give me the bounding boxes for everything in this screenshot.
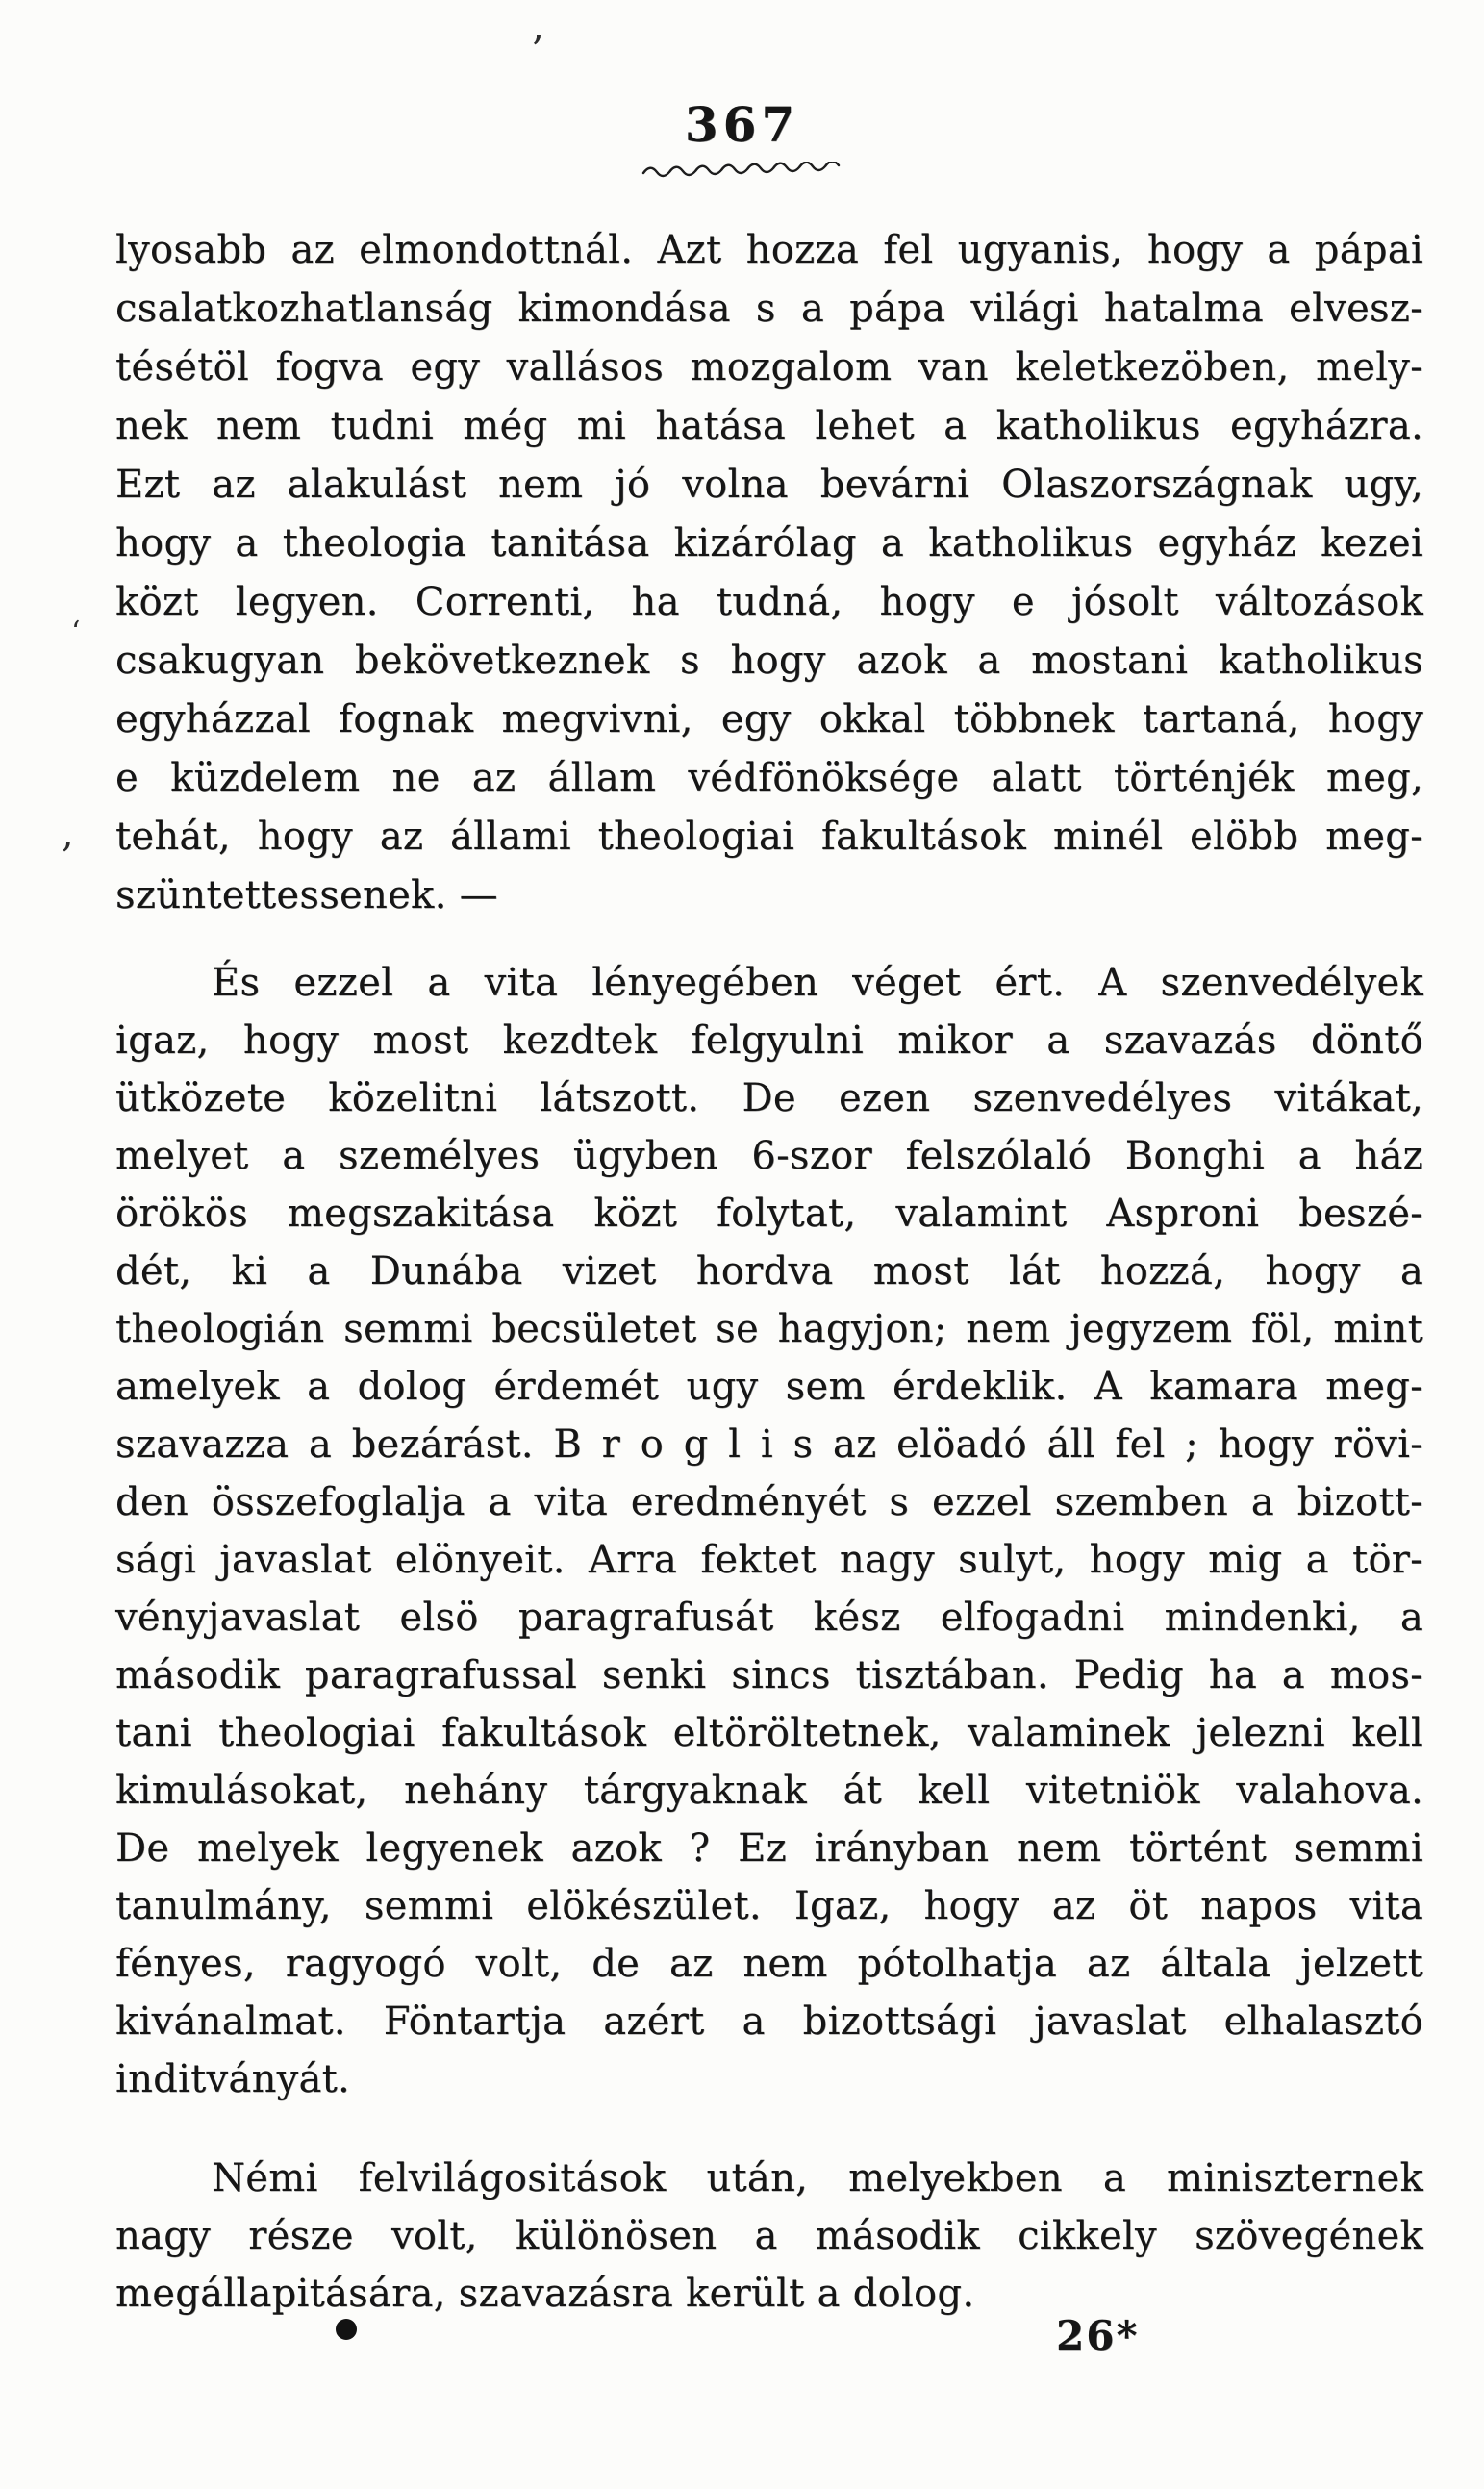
text-line: fényes, ragyogó volt, de az nem pótolhatja az általa jelzett (115, 1942, 1423, 1986)
text-line: második paragrafussal senki sincs tisztában. Pedig ha a mos- (115, 1653, 1423, 1697)
text-line: theologián semmi becsületet se hagyjon; nem jegyzem föl, mint (115, 1307, 1423, 1351)
text-line: szavazza a bezárást. B r o g l i s az elöadó áll fel ; hogy rövi- (115, 1422, 1423, 1467)
text-line: csakugyan bekövetkeznek s hogy azok a mostani katholikus (115, 639, 1423, 683)
text-line: Némi felvilágositások után, melyekben a miniszternek (212, 2156, 1423, 2200)
text-line: tésétöl fogva egy vallásos mozgalom van keletkezöben, mely- (115, 345, 1423, 390)
text-line: nek nem tudni még mi hatása lehet a katholikus egyházra. (115, 404, 1423, 448)
stray-apostrophe-artifact: ’ (531, 27, 544, 74)
signature-mark: 26* (1056, 2312, 1140, 2359)
text-line: den összefoglalja a vita eredményét s ezzel szemben a bizott- (115, 1480, 1423, 1524)
text-line: inditványát. (115, 2057, 351, 2101)
text-line: tani theologiai fakultások eltöröltetnek, valaminek jelezni kell (115, 1711, 1423, 1755)
text-line: egyházzal fognak megvivni, egy okkal többnek tartaná, hogy (115, 697, 1423, 742)
text-line: sági javaslat elönyeit. Arra fektet nagy sulyt, hogy mig a tör- (115, 1538, 1423, 1582)
text-line: amelyek a dolog érdemét ugy sem érdeklik. A kamara meg- (115, 1365, 1423, 1409)
text-line: tanulmány, semmi elökészület. Igaz, hogy az öt napos vita (115, 1884, 1423, 1928)
margin-comma-artifact: , (62, 812, 74, 856)
text-line: ütközete közelitni látszott. De ezen szenvedélyes vitákat, (115, 1076, 1423, 1120)
text-line: kimulásokat, nehány tárgyaknak át kell vitetniök valahova. (115, 1769, 1423, 1813)
text-line: És ezzel a vita lényegében véget ért. A szenvedélyek (212, 961, 1423, 1005)
wavy-divider (641, 162, 846, 185)
paragraph (115, 954, 1423, 2108)
text-line: De melyek legyenek azok ? Ez irányban nem történt semmi (115, 1826, 1423, 1871)
text-line: hogy a theologia tanitása kizárólag a katholikus egyház kezei (115, 521, 1423, 566)
ink-dot-artifact (336, 2319, 357, 2340)
margin-mark-artifact: ʻ (71, 616, 81, 649)
text-line: Ezt az alakulást nem jó volna bevárni Olaszországnak ugy, (115, 463, 1423, 507)
paragraph (115, 2150, 1423, 2323)
text-line: megállapitására, szavazásra került a dolog. (115, 2272, 975, 2316)
text-line: melyet a személyes ügyben 6-szor felszólaló Bonghi a ház (115, 1134, 1423, 1178)
text-line: nagy része volt, különösen a második cikkely szövegének (115, 2214, 1423, 2258)
text-line: e küzdelem ne az állam védfönöksége alatt történjék meg, (115, 756, 1423, 800)
text-line: lyosabb az elmondottnál. Azt hozza fel ugyanis, hogy a pápai (115, 228, 1423, 272)
text-line: dét, ki a Dunába vizet hordva most lát hozzá, hogy a (115, 1249, 1423, 1294)
text-line: tehát, hogy az állami theologiai fakultások minél elöbb meg- (115, 815, 1423, 859)
text-line: szüntettessenek. — (115, 873, 498, 918)
body-text (115, 221, 1423, 2323)
text-line: igaz, hogy most kezdtek felgyulni mikor a szavazás döntő (115, 1018, 1423, 1063)
text-line: örökös megszakitása közt folytat, valamint Asproni beszé- (115, 1192, 1423, 1236)
text-line: közt legyen. Correnti, ha tudná, hogy e jósolt változások (115, 580, 1423, 624)
page-number: 367 (684, 96, 800, 153)
text-line: vényjavaslat elsö paragrafusát kész elfogadni mindenki, a (115, 1596, 1423, 1640)
text-line: kivánalmat. Föntartja azért a bizottsági javaslat elhalasztó (115, 1999, 1423, 2044)
paragraph (115, 221, 1423, 925)
text-line: csalatkozhatlanság kimondása s a pápa világi hatalma elvesz- (115, 287, 1423, 331)
